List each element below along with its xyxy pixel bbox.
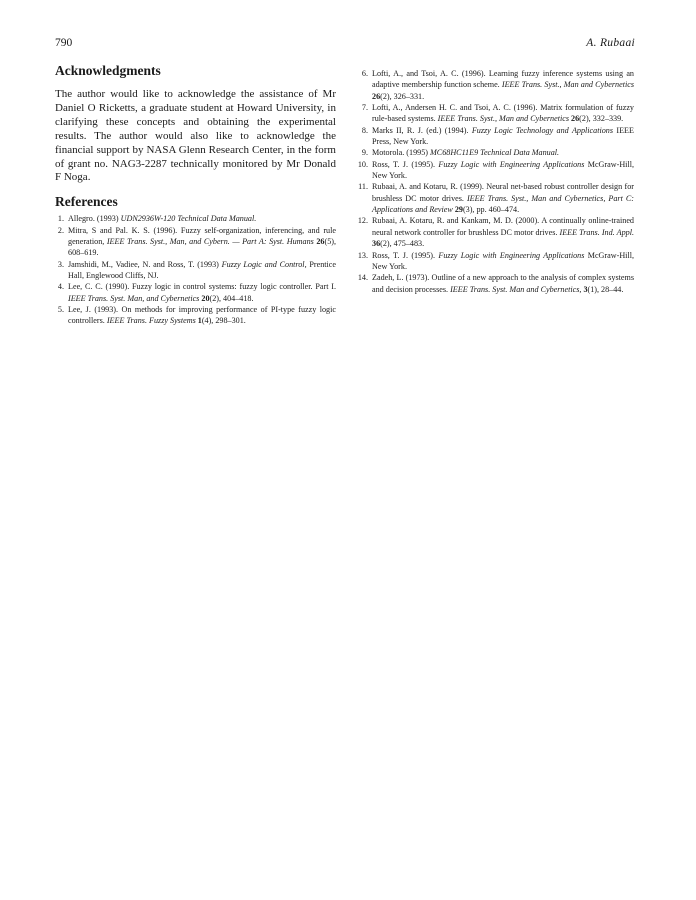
reference-item [356, 159, 634, 182]
reference-title-italic: Fuzzy Logic and Control, [221, 259, 307, 269]
reference-number: 4. [57, 282, 64, 292]
reference-title-italic: IEEE Trans. Syst., Man and Cybernetics [501, 80, 634, 90]
reference-text: , [579, 284, 584, 294]
reference-number: 2. [57, 225, 64, 235]
reference-list-left [55, 213, 336, 326]
right-column [356, 66, 634, 295]
reference-title-italic: Fuzzy Logic with Engineering Applications [438, 159, 585, 169]
reference-number: 11. [358, 182, 368, 192]
reference-text: (1), 28–44. [587, 284, 624, 294]
reference-number: 12. [357, 216, 368, 226]
reference-text: IEEE Press, New York. [372, 125, 634, 147]
reference-volume-bold: 26 [571, 114, 580, 124]
reference-text: (2), 404–418. [209, 293, 254, 303]
reference-text: Motorola. (1995) [372, 148, 430, 158]
reference-number: 13. [357, 250, 368, 260]
reference-title-italic: IEEE Trans. Fuzzy Systems [106, 316, 196, 326]
reference-title-italic: IEEE Trans. Syst., Man, and Cybern. — Part A: Syst. Humans [106, 237, 314, 247]
reference-item [356, 147, 634, 158]
reference-item [356, 68, 634, 102]
page-number: 790 [55, 37, 73, 49]
reference-volume-bold: 26 [316, 237, 325, 247]
reference-item [356, 102, 634, 125]
reference-volume-bold: 26 [372, 91, 381, 101]
reference-text: Marks II, R. J. (ed.) (1994). [372, 125, 472, 135]
reference-text: Ross, T. J. (1995). [372, 159, 439, 169]
reference-number: 3. [57, 259, 64, 269]
reference-item [55, 281, 336, 304]
reference-title-italic: Fuzzy Logic Technology and Applications [471, 125, 614, 135]
reference-text: Prentice Hall, Englewood Cliffs, NJ. [68, 259, 336, 281]
reference-text: Jamshidi, M., Vadiee, N. and Ross, T. (1993) [68, 259, 222, 269]
reference-item [55, 225, 336, 259]
reference-volume-bold: 1 [197, 316, 202, 326]
reference-number: 6. [361, 69, 368, 78]
reference-number: 14. [357, 273, 368, 283]
reference-title-italic: MC68HC11E9 Technical Data Manual. [430, 148, 560, 158]
reference-item [356, 181, 634, 215]
reference-text: McGraw-Hill, New York. [372, 159, 634, 181]
reference-text: Lofti, A., and Tsoi, A. C. (1996). Learning fuzzy inference systems using an adaptive membership function scheme. [372, 69, 634, 90]
reference-text: Allegro. (1993) [68, 214, 121, 224]
reference-text: Ross, T. J. (1995). [372, 250, 439, 260]
reference-text: Lee, J. (1993). On methods for improving performance of PI-type fuzzy logic controllers. [68, 305, 336, 326]
reference-title-italic: IEEE Trans. Syst., Man and Cybernetics, Part C: Applications and Review [372, 193, 634, 215]
reference-title-italic: IEEE Trans. Syst., Man and Cybernetics [437, 114, 570, 124]
acknowledgments-paragraph: The author would like to acknowledge the assistance of Mr Daniel O Ricketts, a graduate student at Howard University, in clarifying these concepts and obtaining the experimental results. The author would also like to acknowledge the financial support by NASA Glenn Research Center, in the form of grant no. NAG3-2287 technically monitored by Mr Donald F Noga. [55, 88, 336, 184]
reference-text: (3), pp. 460–474. [462, 205, 520, 215]
reference-title-italic: IEEE Trans. Syst. Man, and Cybernetics [68, 293, 200, 303]
reference-number: 10. [357, 159, 368, 169]
reference-title-italic: Fuzzy Logic with Engineering Applications [438, 250, 585, 260]
reference-number: 1. [57, 214, 64, 224]
reference-text: McGraw-Hill, New York. [372, 250, 634, 271]
reference-text: Lee, C. C. (1990). Fuzzy logic in control systems: fuzzy logic controller. Part I. [68, 282, 336, 292]
reference-volume-bold: 29 [454, 205, 463, 215]
reference-text: Rubaai, A. Kotaru, R. and Kankam, M. D. (2000). A continually online-trained neural network controller for brushless DC motor drives. [372, 216, 634, 237]
reference-item [356, 215, 634, 249]
running-head-author: A. Rubaai [586, 37, 635, 49]
reference-text: Zadeh, L. (1973). Outline of a new approach to the analysis of complex systems and decision processes. [372, 273, 634, 294]
reference-item [356, 272, 634, 295]
reference-text: Lofti, A., Andersen H. C. and Tsoi, A. C. (1996). Matrix formulation of fuzzy rule-based systems. [372, 103, 634, 124]
reference-volume-bold: 20 [201, 293, 210, 303]
reference-list-right [356, 68, 634, 295]
reference-text: (4), 298–301. [201, 316, 246, 326]
reference-title-italic: IEEE Trans. Syst. Man and Cybernetics [450, 284, 580, 294]
reference-text: (5), 608–619. [68, 237, 336, 258]
reference-text: (2), 332–339. [579, 114, 624, 124]
reference-item [356, 125, 634, 148]
reference-number: 7. [361, 103, 368, 113]
reference-number: 9. [361, 148, 368, 158]
reference-item [356, 250, 634, 273]
reference-item [55, 304, 336, 327]
reference-number: 5. [57, 305, 64, 315]
reference-volume-bold: 3 [583, 284, 588, 294]
reference-text: (2), 326–331. [380, 91, 425, 101]
reference-number: 8. [361, 125, 368, 135]
reference-text: (2), 475–483. [380, 239, 425, 249]
reference-volume-bold: 36 [372, 239, 381, 249]
reference-title-italic: IEEE Trans. Ind. Appl. [559, 227, 634, 237]
reference-text: Rubaai, A. and Kotaru, R. (1999). Neural net-based robust controller design for brushless DC motor drives. [372, 182, 634, 203]
reference-item [55, 259, 336, 282]
references-heading: References [55, 194, 118, 210]
acknowledgments-heading: Acknowledgments [55, 63, 161, 78]
reference-item [55, 213, 336, 224]
reference-text: Mitra, S and Pal. K. S. (1996). Fuzzy self-organization, inferencing, and rule generation, [68, 225, 336, 247]
left-column [55, 62, 336, 327]
reference-title-italic: UDN2936W-120 Technical Data Manual. [120, 214, 257, 224]
